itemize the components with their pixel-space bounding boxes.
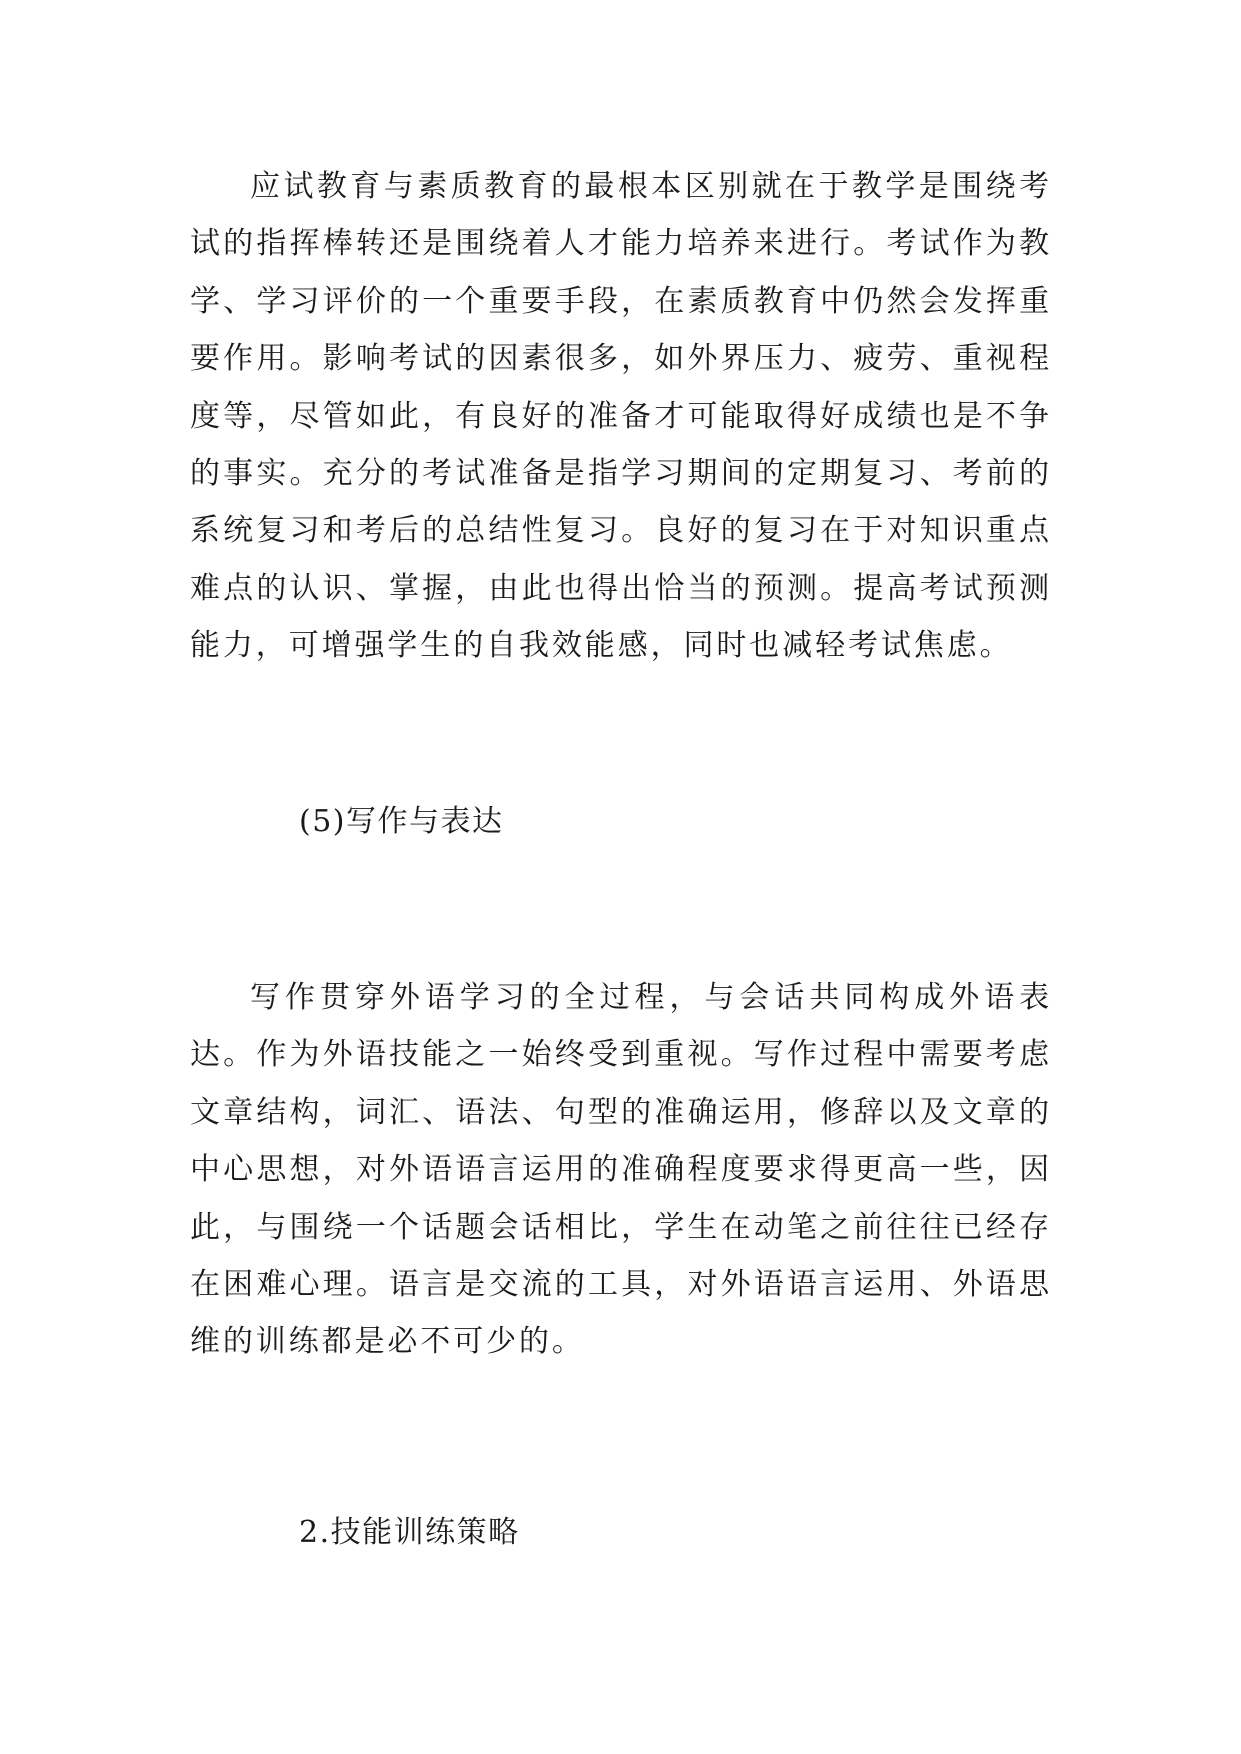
paragraph-writing-expression: 写作贯穿外语学习的全过程，与会话共同构成外语表达。作为外语技能之一始终受到重视。写作过程中需要考虑文章结构，词汇、语法、句型的准确运用，修辞以及文章的中心思想，对外语语言运用的准确程度要求得更高一些，因此，与围绕一个话题会话相比，学生在动笔之前往往已经存在困难心理。语言是交流的工具，对外语语言运用、外语思维的训练都是必不可少的。 <box>190 980 1052 1360</box>
section-heading-skill-training: 2.技能训练策略 <box>299 1515 520 1550</box>
paragraph-exam-preparation: 应试教育与素质教育的最根本区别就在于教学是围绕考试的指挥棒转还是围绕着人才能力培养来进行。考试作为教学、学习评价的一个重要手段，在素质教育中仍然会发挥重要作用。影响考试的因素很多，如外界压力、疲劳、重视程度等，尽管如此，有良好的准备才可能取得好成绩也是不争的事实。充分的考试准备是指学习期间的定期复习、考前的系统复习和考后的总结性复习。良好的复习在于对知识重点难点的认识、掌握，由此也得出恰当的预测。提高考试预测能力，可增强学生的自我效能感，同时也减轻考试焦虑。 <box>190 169 1052 664</box>
section-heading-writing: (5)写作与表达 <box>299 804 504 839</box>
